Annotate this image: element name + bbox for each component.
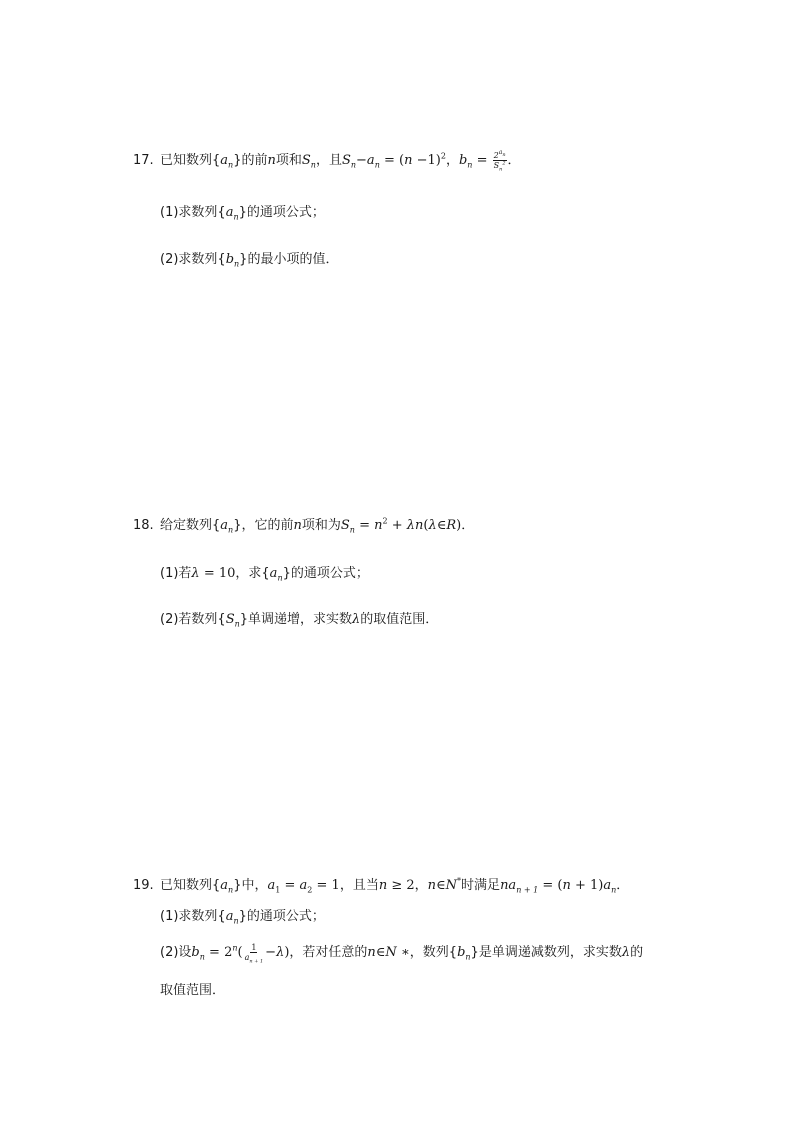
part-1: (1)若λ = 10，求$\{a_n\}$的通项公式； — [160, 566, 369, 583]
problem-stem: 已知数列$\{a_n\}$中，$a_1 = a_2 = 1$，且当n ≥ 2，n∈N*时满足$na_{n + 1} = (n + 1)a_n$． — [160, 876, 630, 895]
problem-stem: 已知数列$\{a_n\}$的前n项和$S_n$，且$S_n-a_n = (n -1)^2$，$b_n$ = $\frac{2^{a_n}}{S_n^2}$ ． — [160, 149, 521, 173]
problem-number: 19. — [133, 878, 154, 893]
problem-number: 18. — [133, 518, 154, 533]
problem-stem: 给定数列$\{a_n\}$，它的前n项和为$S_n = n^2$ + λn(λ∈R)． — [160, 516, 475, 535]
part-1: (1)求数列$\{a_n\}$的通项公式； — [160, 205, 325, 222]
part-2-continued: 取值范围． — [160, 983, 226, 998]
part-1: (1)求数列$\{a_n\}$的通项公式； — [160, 909, 325, 926]
part-2: (2)求数列$\{b_n\}$的最小项的值． — [160, 252, 339, 269]
problem-number: 17. — [133, 153, 154, 168]
part-2: (2)设$b_n = 2^n$( $\frac{1}{a_{n + 1}}$ −λ)，若对任意的n∈N ∗，数列$\{b_n\}$是单调递减数列，求实数λ的 — [160, 943, 644, 965]
part-2: (2)若数列$\{S_n\}$单调递增，求实数λ的取值范围． — [160, 612, 439, 629]
